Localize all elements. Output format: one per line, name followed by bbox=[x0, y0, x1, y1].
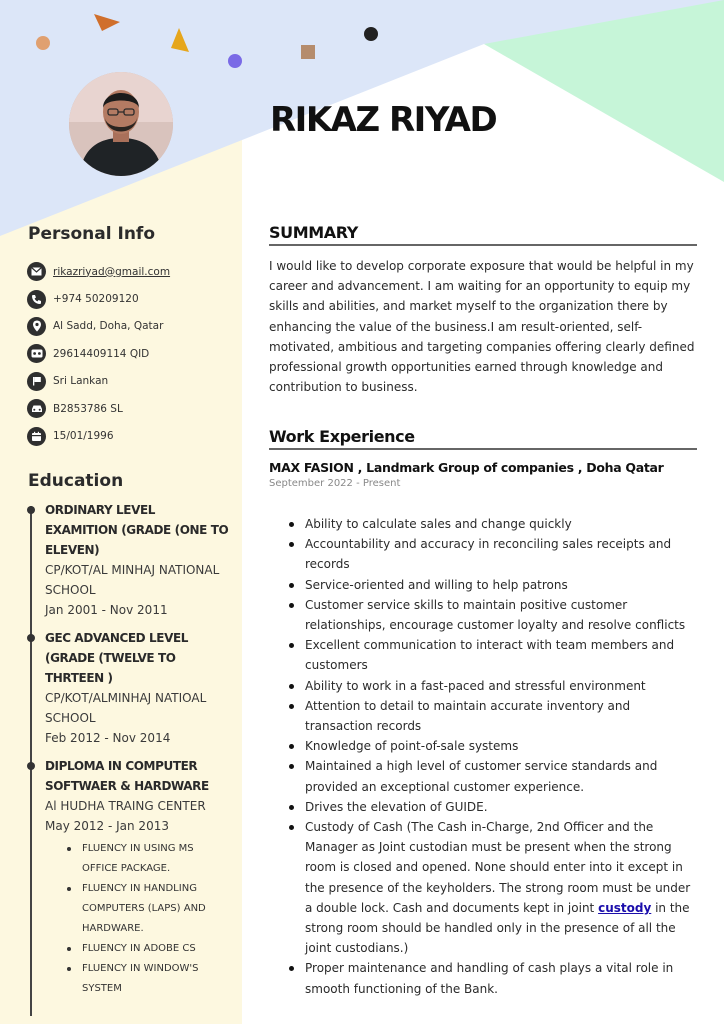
duty-item: Customer service skills to maintain positive customer relationships, encourage customer loyalty and resolve conflicts bbox=[269, 595, 699, 635]
education-detail-item: FLUENCY IN USING MS OFFICE PACKAGE. bbox=[65, 839, 230, 879]
confetti-dot bbox=[36, 36, 50, 50]
personal-info-item-email bbox=[27, 258, 227, 285]
duty-item: Ability to work in a fast-paced and stressful environment bbox=[269, 676, 699, 696]
education-item bbox=[30, 628, 230, 749]
confetti-dot bbox=[364, 27, 378, 41]
profile-photo bbox=[69, 72, 173, 176]
summary-text: I would like to develop corporate exposure that would be helpful in my career and advancement. I am waiting for an opportunity to equip my skills and abilities, and market myself to the organization there by enhancing the value of the business.I am result-oriented, self-motivated, ambitious and targeting companies offering clearly defined professional growth opportunities earned through knowledge and contribution to business. bbox=[269, 259, 695, 395]
education-institution: CP/KOT/ALMINHAJ NATIOAL SCHOOL bbox=[45, 691, 207, 725]
custody-link[interactable]: custody bbox=[598, 900, 652, 915]
education-detail-item: FLUENCY IN ADOBE CS bbox=[65, 939, 230, 959]
personal-info-list bbox=[27, 258, 227, 450]
education-item bbox=[30, 756, 230, 999]
duty-item: Maintained a high level of customer service standards and provided an exceptional customer experience. bbox=[269, 756, 699, 796]
email-icon bbox=[27, 262, 46, 281]
nationality: Sri Lankan bbox=[53, 375, 109, 388]
education-dates: Jan 2001 - Nov 2011 bbox=[45, 603, 168, 617]
job-duties-list bbox=[269, 514, 699, 999]
personal-info-item-location bbox=[27, 313, 227, 340]
flag-icon bbox=[27, 372, 46, 391]
location-icon bbox=[27, 317, 46, 336]
duty-item: Ability to calculate sales and change quickly bbox=[269, 514, 699, 534]
email-link[interactable]: rikazriyad@gmail.com bbox=[53, 265, 171, 278]
personal-info-item-phone bbox=[27, 285, 227, 312]
personal-info-item-nationality bbox=[27, 368, 227, 395]
education-institution: CP/KOT/AL MINHAJ NATIONAL SCHOOL bbox=[45, 563, 220, 597]
education-dates: Feb 2012 - Nov 2014 bbox=[45, 731, 171, 745]
personal-info-item-id bbox=[27, 340, 227, 367]
duty-item: Accountability and accuracy in reconciling sales receipts and records bbox=[269, 534, 699, 574]
work-experience-heading: Work Experience bbox=[269, 427, 697, 450]
job-title: MAX FASION , Landmark Group of companies , Doha Qatar bbox=[269, 460, 664, 475]
timeline-dot bbox=[27, 762, 35, 770]
calendar-icon bbox=[27, 427, 46, 446]
passport-icon bbox=[27, 399, 46, 418]
duty-item: Proper maintenance and handling of cash plays a vital role in smooth functioning of the Bank. bbox=[269, 958, 699, 998]
personal-info-item-birthdate bbox=[27, 422, 227, 449]
duty-item: Attention to detail to maintain accurate inventory and transaction records bbox=[269, 696, 699, 736]
custody-text-after: in the strong room should be handled only in the presence of all the joint custodians.) bbox=[305, 900, 690, 956]
duty-item: Excellent communication to interact with team members and customers bbox=[269, 635, 699, 675]
education-qualification: DIPLOMA IN COMPUTER SOFTWAER & HARDWARE bbox=[45, 759, 209, 793]
duty-item: Service-oriented and willing to help patrons bbox=[269, 575, 699, 595]
education-institution: Al HUDHA TRAING CENTER bbox=[45, 799, 206, 813]
education-qualification: GEC ADVANCED LEVEL (GRADE (TWELVE TO THRTEEN ) bbox=[45, 631, 188, 685]
address: Al Sadd, Doha, Qatar bbox=[53, 320, 164, 333]
confetti-dot bbox=[228, 54, 242, 68]
education-timeline bbox=[30, 500, 230, 1006]
job-dates: September 2022 - Present bbox=[269, 478, 401, 489]
timeline-dot bbox=[27, 634, 35, 642]
education-heading: Education bbox=[28, 471, 124, 491]
education-item bbox=[30, 500, 230, 621]
education-detail-item: FLUENCY IN WINDOW'S SYSTEM bbox=[65, 959, 230, 999]
confetti-square bbox=[301, 45, 315, 59]
phone-number: +974 50209120 bbox=[53, 293, 139, 306]
duty-item: Knowledge of point-of-sale systems bbox=[269, 736, 699, 756]
duty-item: Drives the elevation of GUIDE. bbox=[269, 797, 699, 817]
education-qualification: ORDINARY LEVEL EXAMITION (GRADE (ONE TO ELEVEN) bbox=[45, 503, 229, 557]
duty-item-custody bbox=[269, 817, 699, 958]
phone-icon bbox=[27, 290, 46, 309]
summary-heading: SUMMARY bbox=[269, 223, 697, 246]
qid-number: 29614409114 QID bbox=[53, 347, 150, 360]
personal-info-heading: Personal Info bbox=[28, 224, 155, 244]
education-details bbox=[65, 839, 230, 999]
personal-info-item-passport bbox=[27, 395, 227, 422]
custody-text-before: Custody of Cash (The Cash in-Charge, 2nd Officer and the Manager as Joint custodian must be present when the strong room is closed and opened. None should enter into it except in the presence of the keyholders. The strong room must be under a double lock. Cash and documents kept in joint bbox=[305, 820, 691, 915]
education-detail-item: FLUENCY IN HANDLING COMPUTERS (LAPS) AND HARDWARE. bbox=[65, 879, 230, 939]
education-dates: May 2012 - Jan 2013 bbox=[45, 819, 169, 833]
passport-number: B2853786 SL bbox=[53, 402, 123, 415]
date-of-birth: 15/01/1996 bbox=[53, 430, 114, 443]
id-card-icon bbox=[27, 344, 46, 363]
candidate-name: RIKAZ RIYAD bbox=[270, 100, 497, 140]
timeline-dot bbox=[27, 506, 35, 514]
